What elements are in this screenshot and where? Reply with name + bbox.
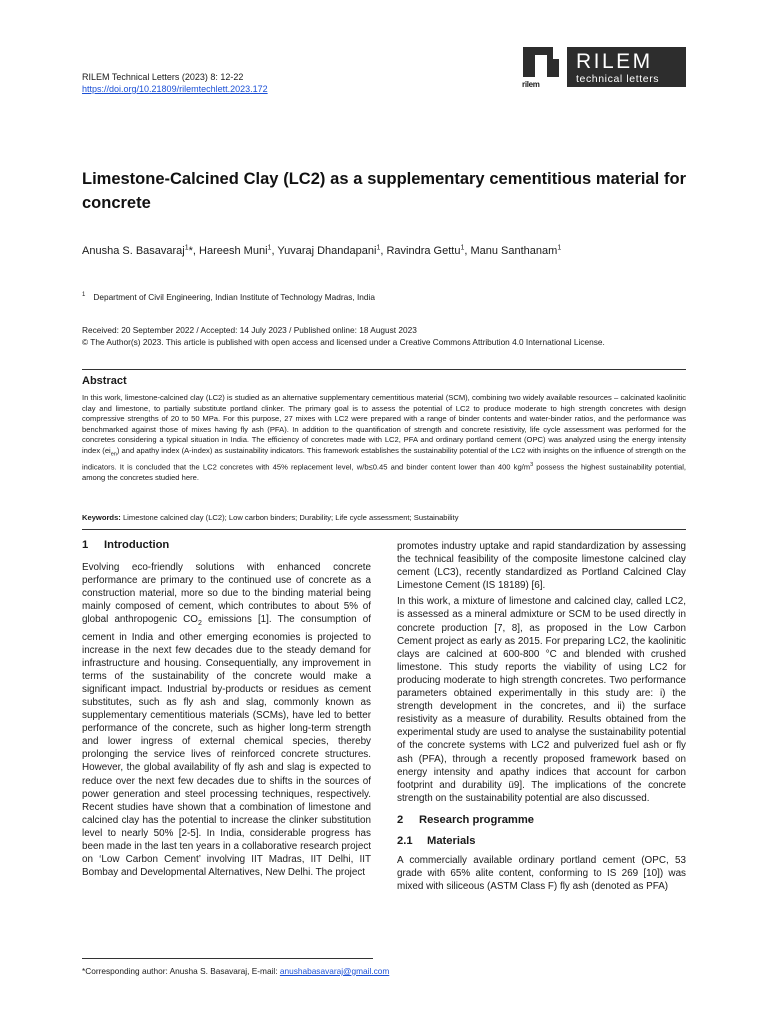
rilem-mark-icon [521, 47, 561, 81]
abstract-bottom-rule [82, 529, 686, 530]
affiliation: $^1$ Department of Civil Engineering, Indian Institute of Technology Madras, India [82, 292, 375, 302]
affiliation-text: Department of Civil Engineering, Indian Institute of Technology Madras, India [93, 292, 375, 302]
intro-paragraph-1-continued: promotes industry uptake and rapid standardization by assessing the technical feasibility of the composite limestone calcined clay cement (LC3), recently standardized as Portland Calcined Clay Limestone Cement (IS 18189) [6]. [397, 541, 686, 592]
author-3: Yuvaraj Dhandapani$^1$, [277, 244, 387, 257]
journal-reference [82, 71, 268, 95]
abstract-top-rule [82, 369, 686, 370]
publication-dates: Received: 20 September 2022 / Accepted: 14 July 2023 / Published online: 18 August 2023 [82, 325, 417, 335]
abstract-heading: Abstract [82, 375, 127, 387]
author-list [82, 244, 561, 257]
doi-link[interactable]: https://doi.org/10.21809/rilemtechlett.2023.172 [82, 84, 268, 94]
license-text: © The Author(s) 2023. This article is published with open access and licensed under a Creative Commons Attribution 4.0 International License. [82, 337, 605, 347]
corresponding-author-footnote: *Corresponding author: Anusha S. Basavaraj, E-mail: anushabasavaraj@gmail.com [82, 966, 390, 976]
materials-paragraph: A commercially available ordinary portland cement (OPC, 53 grade with 65% alite content, conforming to IS 269 [10]) was mixed with siliceous (ASTM Class F) fly ash (denoted as PFA) [397, 855, 686, 893]
subsection-heading-materials: 2.1 Materials [397, 834, 476, 847]
section-heading-research: 2 Research programme [397, 813, 535, 826]
intro-paragraph-1: Evolving eco-friendly solutions with enhanced concrete performance are primary to the continued use of concrete as a construction material, more so due to the binding material being mainly composed of cement, which contributes to about 5% of global anthropogenic $CO_2$ emissions [1]. The consumption of cement in India and other emerging economies is projected to increase in the next few decades due to the steady demand for infrastructure and housing. Consequentially, any improvement in terms of the sustainability of the concrete would make a significant impact. Industrial by-products or residues as cement substitutes, such as fly ash and slag, commonly known as supplementary cementitious materials (SCMs), have led to better performance of the concrete, such as higher long-term strength and lower ingress of external chemical species, thereby prolonging the service lives of reinforced concrete structures. However, the global availability of fly ash and slag is expected to reduce over the next few decades due to shifts in the sources of power generation and steel processing techniques, respectively. Recent studies have shown that a combination of limestone and calcined clay has the potential to increase the clinker substitution level to nearly 50% [2-5]. In India, considerable progress has been made in the last ten years in a collaborative research project on ‘Low Carbon Cement’ involving IIT Madras, IIT Delhi, IIT Bombay and Developmental Alternatives, New Delhi. The project [82, 562, 371, 879]
keywords-text: Limestone calcined clay (LC2); Low carbon binders; Durability; Life cycle assessment; Sustainability [122, 513, 459, 522]
footnote-rule [82, 958, 373, 959]
keywords-label: Keywords: [82, 513, 121, 522]
rilem-mark-label: rilem [522, 80, 540, 89]
section-heading-introduction: 1 Introduction [82, 539, 170, 551]
logo-title: RILEM [576, 50, 653, 73]
intro-paragraph-2: In this work, a mixture of limestone and calcined clay, called LC2, is assessed as a mineral admixture or SCM to be used directly in concrete production [7, 8], as proposed in the Low Carbon Cement project as early as 2015. For preparing LC2, the kaolinitic clays are calcined at 600-800 °C and blended with crushed limestone. This study reports the viability of using LC2 for producing moderate to high strength concretes. Two performance parameters obtained experimentally in this study are: i) the strength development in the concretes, and ii) the surface resistivity as a measure of durability. Results obtained from the experimental study are used to analyse the sustainability potential of the concrete systems with LC2 and pulverized fuel ash or fly ash (PFA), through a recently proposed framework based on energy intensity and apathy indices that account for carbon footprint and durability ü9]. The implications of the concrete strength on the sustainability potential are also discussed. [397, 596, 686, 804]
right-column [397, 540, 686, 893]
rilem-logo-mark [521, 47, 561, 87]
author-1: Anusha S. Basavaraj$^1$*, [82, 244, 200, 257]
left-column [82, 539, 371, 879]
keywords [82, 513, 686, 522]
rilem-logo [567, 47, 686, 87]
publication-info [82, 324, 605, 348]
author-4: Ravindra Gettu$^1$, [386, 244, 471, 257]
logo-subtitle: technical letters [576, 73, 660, 85]
article-title: Limestone-Calcined Clay (LC2) as a supplementary cementitious material for concrete [82, 170, 686, 212]
author-5: Manu Santhanam$^1$ [470, 244, 562, 257]
author-email-link[interactable]: anushabasavaraj@gmail.com [279, 966, 390, 976]
abstract-body: In this work, limestone-calcined clay (LC2) is studied as an alternative supplementary cementitious material (SCM), combining two widely available resources – calcinated kaolinitic clay and limestone, to partially substitute portland clinker. The primary goal is to assess the potential of LC2 to produce moderate to high strength concretes with design compressive strengths of 20 to 50 MPa. For this purpose, 27 mixes with LC2 were prepared with a range of binder contents and water-binder ratios, and the performance was benchmarked against those of mixes having fly ash (PFA). In addition to the quantification of strength and concrete resistivity, life cycle assessment was performed for the concretes considering a typical situation in India. The efficiency of concretes made with LC2, PFA and ordinary portland cement (OPC) was analyzed using the energy intensity index $(ei_{en})$ and apathy index (A-index) as sustainability indicators. This framework establishes the sustainability potential of the LC2 with insights on the influence of strength on the indicators. It is concluded that the LC2 concretes with 45% replacement level, w/b≤0.45 and binder content lower than 400 $kg/m^3$ possess the highest sustainability potential, among the concretes studied here. [82, 393, 687, 483]
journal-citation: RILEM Technical Letters (2023) 8: 12-22 [82, 72, 244, 82]
author-2: Hareesh Muni$^1$, [199, 244, 278, 257]
